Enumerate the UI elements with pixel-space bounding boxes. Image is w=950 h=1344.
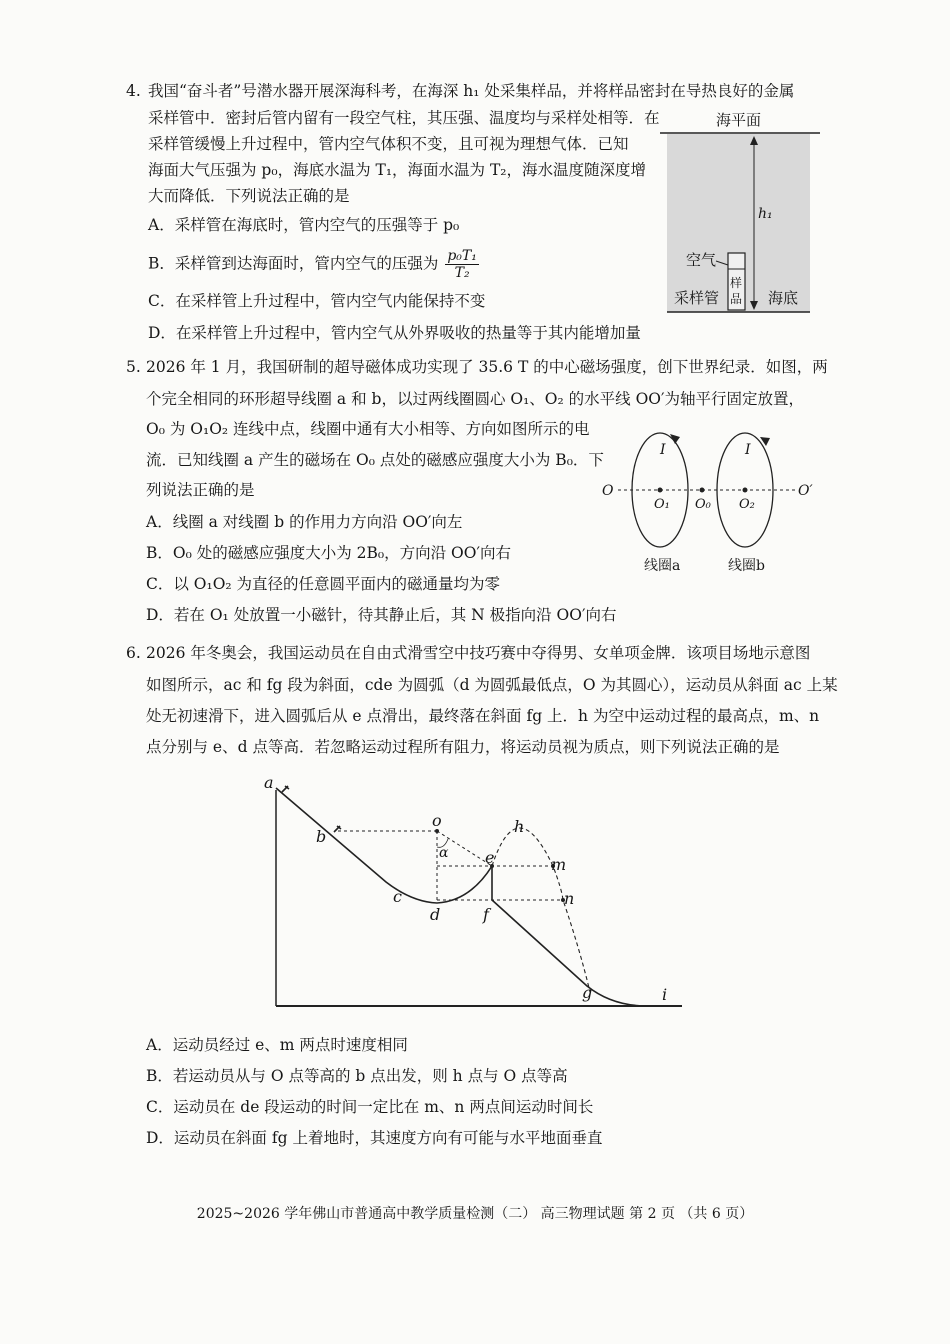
flight-trajectory: [492, 828, 590, 992]
coils-figure: [600, 420, 820, 580]
option-b: [148, 248, 479, 281]
label-m: m: [551, 855, 567, 874]
question-text-line: 如图所示，ac 和 fg 段为斜面，cde 为圆弧（d 为圆弧最低点，O 为其圆心），运动员从斜面 ac 上某: [146, 676, 838, 694]
center-o2: [743, 488, 748, 493]
option-d: D．运动员在斜面 fg 上着地时，其速度方向有可能与水平地面垂直: [146, 1129, 603, 1147]
label-o: o: [432, 811, 442, 830]
air-label: 空气: [686, 251, 717, 269]
option-d: D．在采样管上升过程中，管内空气从外界吸收的热量等于其内能增加量: [148, 324, 641, 342]
question-number: 5.: [126, 358, 141, 376]
label-h: h: [514, 817, 525, 836]
sea-surface-label: 海平面: [716, 111, 762, 129]
tube-label: 采样管: [674, 289, 720, 307]
option-b: B．O₀ 处的磁感应强度大小为 2B₀，方向沿 OO′向右: [146, 544, 511, 562]
option-c: C．运动员在 de 段运动的时间一定比在 m、n 两点间运动时间长: [146, 1098, 594, 1116]
depth-label: h₁: [758, 206, 773, 222]
question-text-line: 流．已知线圈 a 产生的磁场在 O₀ 点处的磁感应强度大小为 B₀．下: [146, 451, 604, 469]
question-text-line: 列说法正确的是: [146, 481, 255, 499]
label-c: c: [393, 887, 402, 906]
point-o-prime-label: O′: [798, 483, 813, 499]
point-o2-label: O₂: [739, 497, 755, 512]
label-f: f: [483, 905, 489, 924]
question-text-line: 2026 年冬奥会，我国运动员在自由式滑雪空中技巧赛中夺得男、女单项金牌．该项目场地示意图: [146, 644, 811, 662]
sample-label-2: 品: [730, 292, 743, 306]
coil-b-label: 线圈b: [728, 558, 765, 574]
coil-a-label: 线圈a: [644, 558, 681, 574]
label-alpha: α: [439, 845, 449, 861]
question-text-line: 大而降低．下列说法正确的是: [148, 187, 350, 205]
question-text-line: 点分别与 e、d 点等高．若忽略运动过程所有阻力，将运动员视为质点，则下列说法正确的是: [146, 738, 780, 756]
fraction-numerator: p₀T₁: [447, 248, 477, 264]
option-a: A．线圈 a 对线圈 b 的作用力方向沿 OO′向左: [146, 513, 463, 531]
sample-label-1: 样: [730, 276, 743, 290]
label-d: d: [430, 905, 441, 924]
option-d: D．若在 O₁ 处放置一小磁针，待其静止后，其 N 极指向沿 OO′向右: [146, 606, 617, 624]
current-label-a: I: [660, 442, 666, 458]
label-e: e: [485, 848, 495, 867]
fraction-denominator: T₂: [454, 265, 470, 281]
label-i: i: [662, 985, 668, 1004]
question-number: 4.: [126, 82, 141, 100]
label-b: b: [316, 827, 327, 846]
point-o0-label: O₀: [695, 497, 711, 512]
option-c: C．在采样管上升过程中，管内空气内能保持不变: [148, 292, 486, 310]
point-o1-label: O₁: [654, 497, 670, 512]
option-a: A．采样管在海底时，管内空气的压强等于 p₀: [148, 216, 460, 234]
label-n: n: [564, 889, 575, 908]
center-o1: [658, 488, 663, 493]
label-a: a: [264, 773, 274, 792]
question-text-line: 2026 年 1 月，我国研制的超导磁体成功实现了 35.6 T 的中心磁场强度，创下世界纪录．如图，两: [146, 358, 828, 376]
question-text-line: O₀ 为 O₁O₂ 连线中点，线圈中通有大小相等、方向如图所示的电: [146, 420, 590, 438]
seabed-label: 海底: [768, 289, 799, 307]
ski-track-figure: [262, 770, 694, 1015]
sea-sampling-figure: [660, 105, 822, 320]
skier-icon-a: [282, 786, 289, 792]
option-b: B．若运动员从与 O 点等高的 b 点出发，则 h 点与 O 点等高: [146, 1067, 568, 1085]
question-text-line: 我国“奋斗者”号潜水器开展深海科考，在海深 h₁ 处采集样品，并将样品密封在导热良好的金属: [148, 82, 795, 100]
current-arrow-a: [670, 434, 680, 444]
question-text-line: 处无初速滑下，进入圆弧后从 e 点滑出，最终落在斜面 fg 上．h 为空中运动过程的最高点，m、n: [146, 707, 820, 725]
point-o-label: O: [602, 483, 614, 499]
option-a: A．运动员经过 e、m 两点时速度相同: [146, 1036, 408, 1054]
label-g: g: [582, 983, 593, 1002]
option-c: C．以 O₁O₂ 为直径的任意圆平面内的磁通量均为零: [146, 575, 501, 593]
page-footer: 2025~2026 学年佛山市普通高中教学质量检测（二） 高三物理试题 第 2 页 （共 6 页）: [196, 1206, 754, 1222]
question-number: 6.: [126, 644, 141, 662]
question-text-line: 采样管缓慢上升过程中，管内空气体积不变，且可视为理想气体．已知: [148, 135, 629, 153]
center-o0: [700, 488, 705, 493]
slope-fg-and-runout: [492, 900, 647, 1006]
current-label-b: I: [745, 442, 751, 458]
option-b-text: B．采样管到达海面时，管内空气的压强为: [148, 254, 439, 273]
pressure-fraction: [445, 248, 479, 281]
question-text-line: 个完全相同的环形超导线圈 a 和 b，以过两线圈圆心 O₁、O₂ 的水平线 OO′为轴平行固定放置，: [146, 390, 805, 408]
question-text-line: 海面大气压强为 p₀，海底水温为 T₁，海面水温为 T₂，海水温度随深度增: [148, 161, 647, 179]
question-text-line: 采样管中．密封后管内留有一段空气柱，其压强、温度均与采样处相等．在: [148, 109, 660, 127]
